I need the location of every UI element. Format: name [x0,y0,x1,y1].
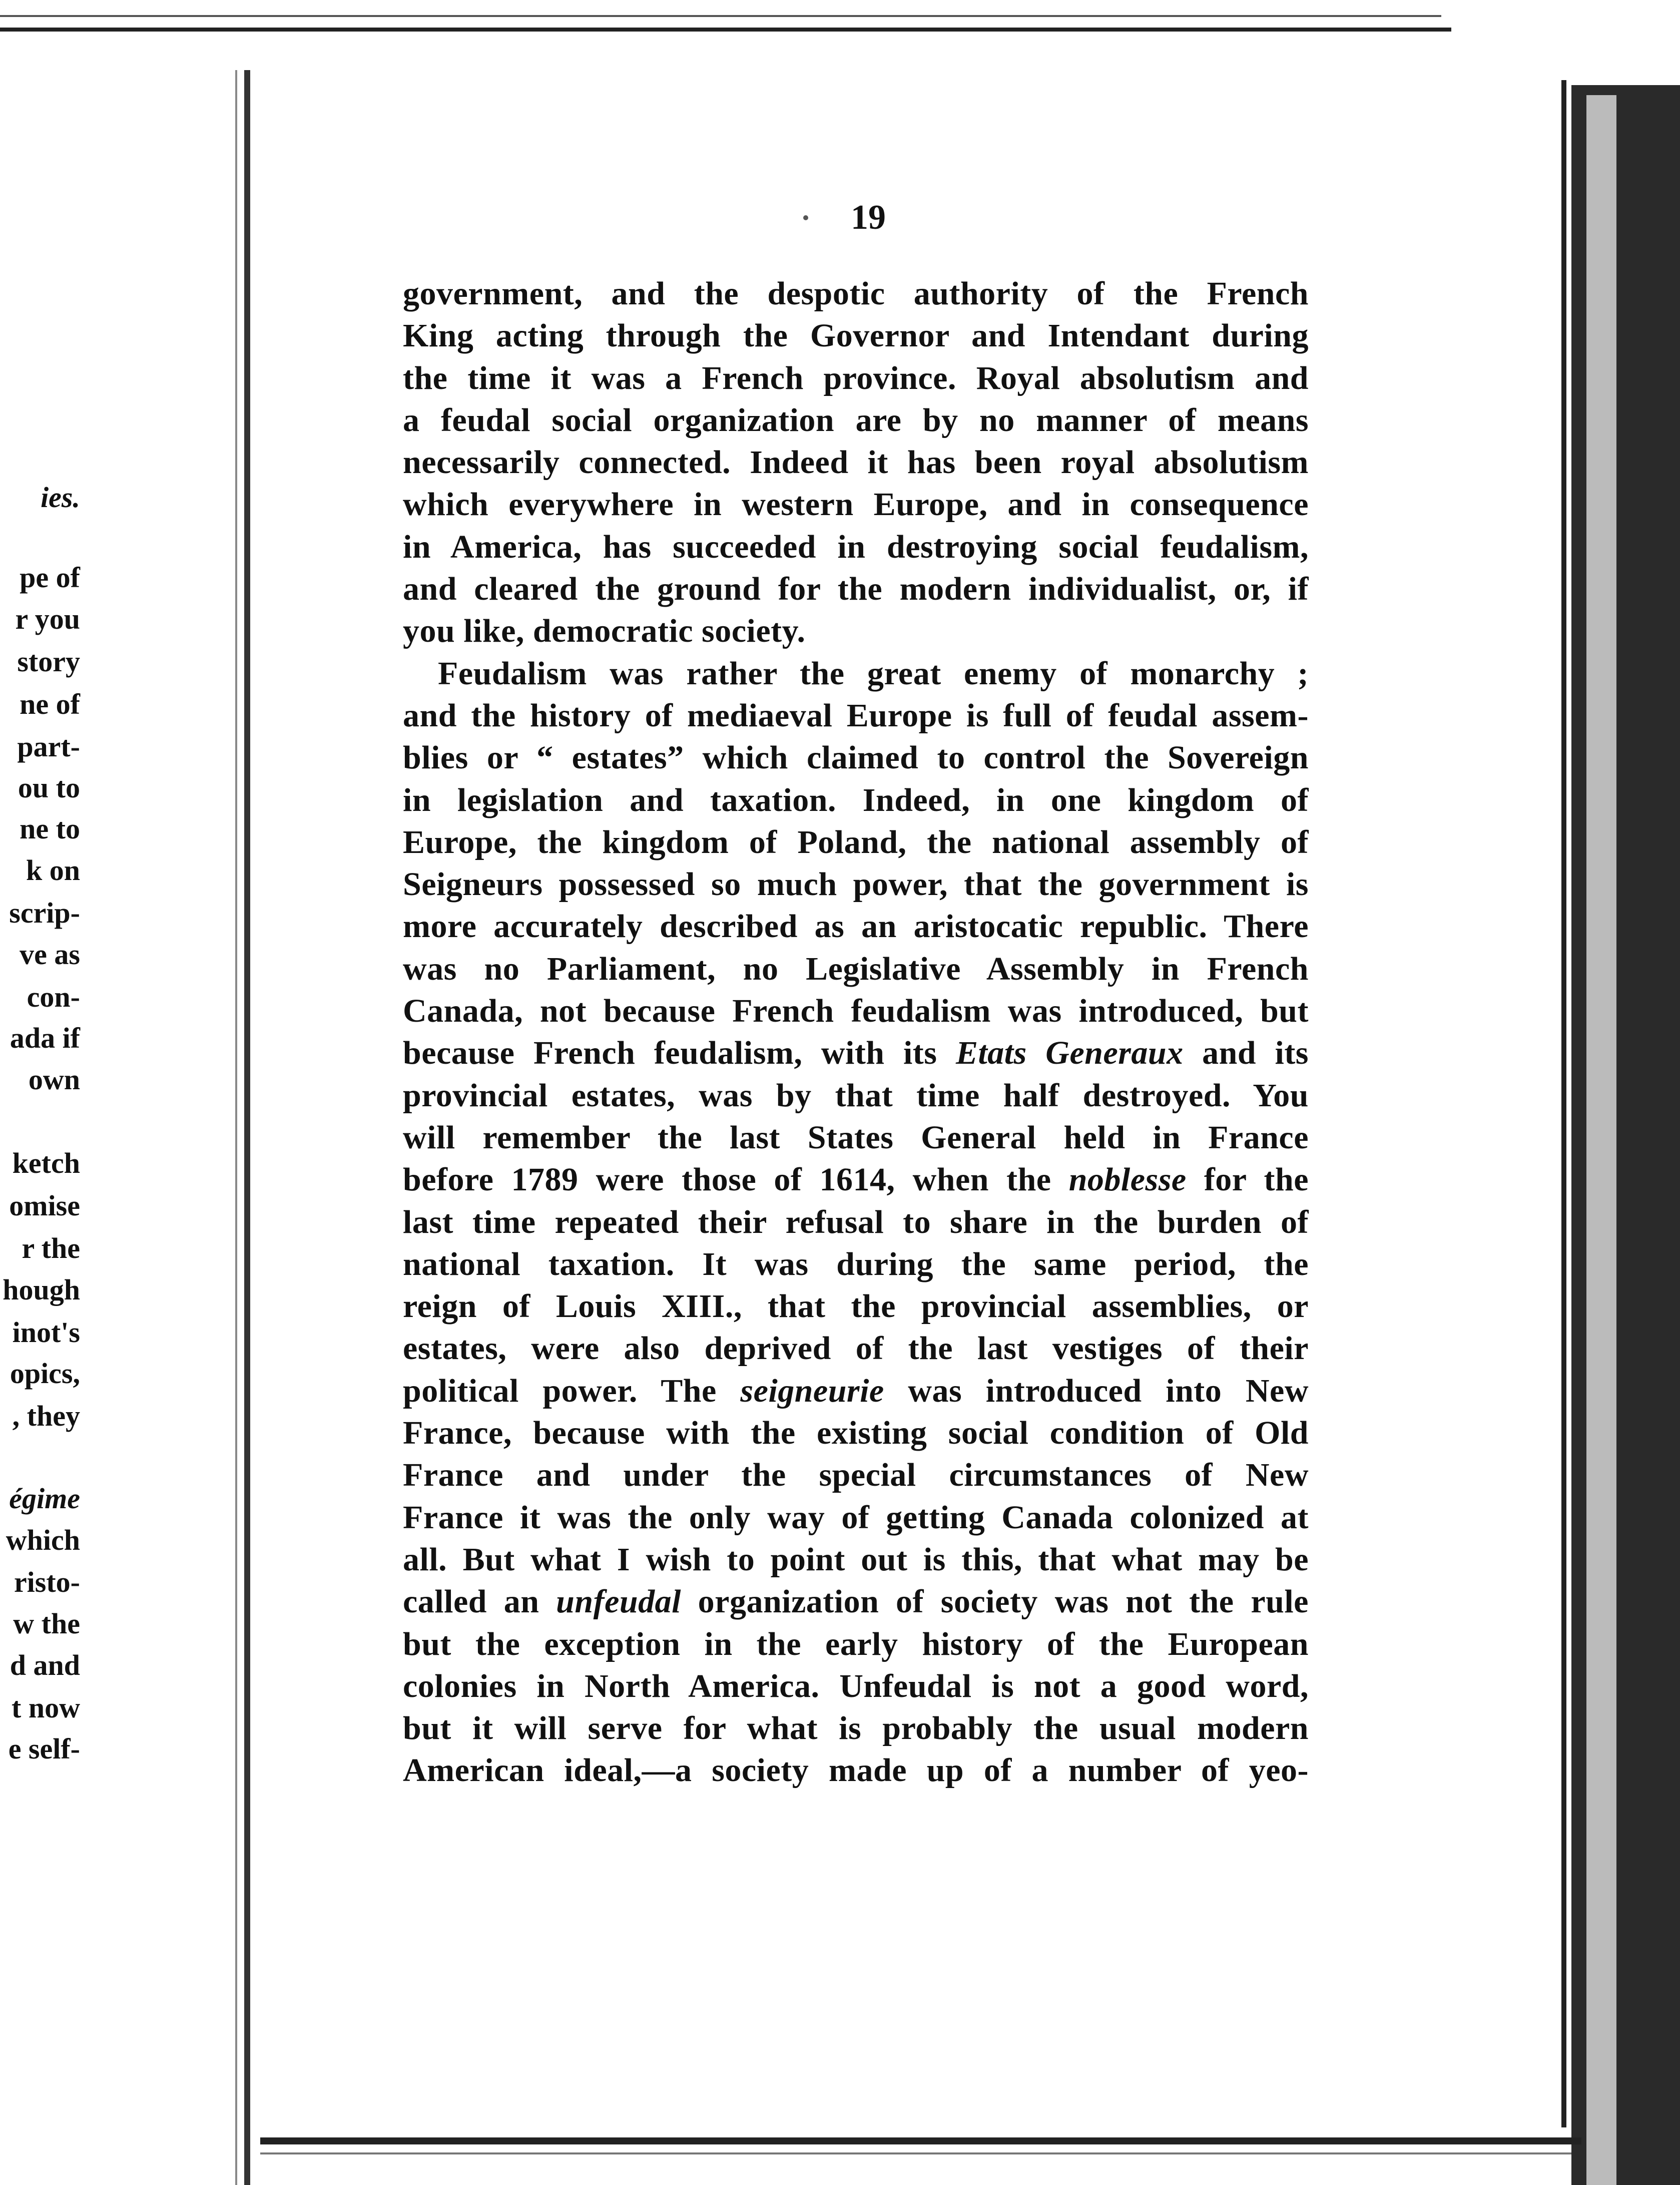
left-page-line: ve as [20,938,80,971]
text-line: the time it was a French province. Royal absolutism and [403,359,1309,396]
left-page-line: hough [3,1273,80,1306]
text-line: estates, were also deprived of the last vestiges of their [403,1330,1309,1367]
left-page-line: omise [9,1189,80,1222]
text-line: all. But what I wish to point out is this, that what may be [403,1541,1309,1578]
text-line: King acting through the Governor and Intendant during [403,317,1309,354]
italic-term: noblesse [1068,1161,1187,1198]
text-line: blies or “ estates” which claimed to control the Sovereign [403,739,1309,776]
text-line: Feudalism was rather the great enemy of monarchy ; [438,655,1309,692]
italic-term: unfeudal [556,1583,681,1620]
left-page-line: scrip- [9,897,80,929]
left-page-line: , they [12,1400,80,1432]
text-segment: organization of society was not the rule [681,1583,1309,1620]
right-page-border [1561,80,1566,2127]
text-line: colonies in North America. Unfeudal is not a good word, [403,1667,1309,1704]
left-page-line: ketch [12,1147,80,1179]
left-page-line: t now [12,1691,80,1724]
text-line: more accurately described as an aristocatic republic. There [403,908,1309,945]
left-page-line: own [28,1063,80,1096]
page-body-text [403,273,1309,1792]
left-page-line: pe of [20,561,80,594]
text-line: but it will serve for what is probably the usual modern [403,1710,1309,1747]
text-line: government, and the despotic authority of the French [403,275,1309,312]
left-page-line: ies. [41,481,80,514]
left-page-line: ne of [20,688,80,720]
text-line: and cleared the ground for the modern individualist, or, if [403,571,1309,608]
left-page-line: k on [26,854,80,887]
text-segment: before 1789 were those of 1614, when the [403,1161,1069,1198]
text-line: in America, has succeeded in destroying social feudalism, [403,528,1309,565]
text-segment: and its [1183,1035,1309,1072]
text-line: will remember the last States General held in France [403,1119,1309,1156]
left-page-line: r you [15,603,80,635]
text-line [403,1159,1309,1201]
gutter-rule [244,70,250,2185]
left-page-line: ne to [20,812,80,845]
text-line [403,1370,1309,1412]
left-page-line: w the [13,1607,80,1640]
left-page-line: ristо- [14,1566,80,1598]
text-line: you like, democratic society. [403,613,806,650]
text-line: last time repeated their refusal to share in the burden of [403,1203,1309,1240]
left-page-line: r the [22,1232,80,1264]
page-speck [803,215,808,220]
text-line: France it was the only way of getting Canada colonized at [403,1499,1309,1536]
left-page-fragment [0,0,85,2185]
text-segment: called an [403,1583,556,1620]
text-line: in legislation and taxation. Indeed, in one kingdom of [403,781,1309,818]
left-page-line: e self- [8,1732,80,1765]
left-page-line: part- [17,730,80,763]
text-line: Europe, the kingdom of Poland, the national assembly of [403,823,1309,860]
italic-term: seigneurie [740,1372,884,1409]
text-line: reign of Louis XIII., that the provincial assemblies, or [403,1288,1309,1325]
text-line: but the exception in the early history of the European [403,1625,1309,1662]
text-line [403,1032,1309,1074]
left-page-line: con- [27,981,80,1013]
left-page-line: story [17,645,80,678]
page-number: 19 [851,198,886,237]
left-page-line: opics, [10,1357,80,1390]
text-line: national taxation. It was during the same period, the [403,1245,1309,1282]
text-line [403,1581,1309,1623]
top-page-edge [0,0,1451,32]
left-page-line: ou to [18,771,80,804]
bottom-page-line [260,2152,1571,2154]
text-line: France and under the special circumstances of New [403,1457,1309,1494]
text-segment: for the [1186,1161,1309,1198]
text-line: a feudal social organization are by no manner of means [403,401,1309,439]
left-page-line: ada if [10,1022,80,1054]
text-line: American ideal,—a society made up of a number of yeo- [403,1752,1309,1789]
text-line: and the history of mediaeval Europe is full of feudal assem- [403,697,1309,734]
text-segment: was introduced into New [884,1372,1309,1409]
left-page-line: inot's [12,1316,80,1349]
italic-term: Etats Generaux [955,1035,1184,1072]
text-line: provincial estates, was by that time half destroyed. You [403,1077,1309,1114]
text-line: Canada, not because French feudalism was introduced, but [403,993,1309,1030]
text-line: France, because with the existing social condition of Old [403,1415,1309,1452]
left-page-line: égime [9,1482,80,1515]
top-page-edge-inner [0,0,1441,17]
text-line: necessarily connected. Indeed it has been royal absolutism [403,444,1309,481]
text-line: Seigneurs possessed so much power, that the government is [403,866,1309,903]
left-page-line: d and [10,1649,80,1681]
text-segment: political power. The [403,1372,741,1409]
left-page-line: which [6,1524,80,1556]
bottom-page-edge [260,2137,1581,2144]
text-segment: because French feudalism, with its [403,1035,956,1072]
gutter-line [235,70,237,2185]
text-line: which everywhere in western Europe, and in consequence [403,486,1309,523]
right-book-edge-inner [1586,95,1616,2185]
text-line: was no Parliament, no Legislative Assembly in French [403,950,1309,987]
